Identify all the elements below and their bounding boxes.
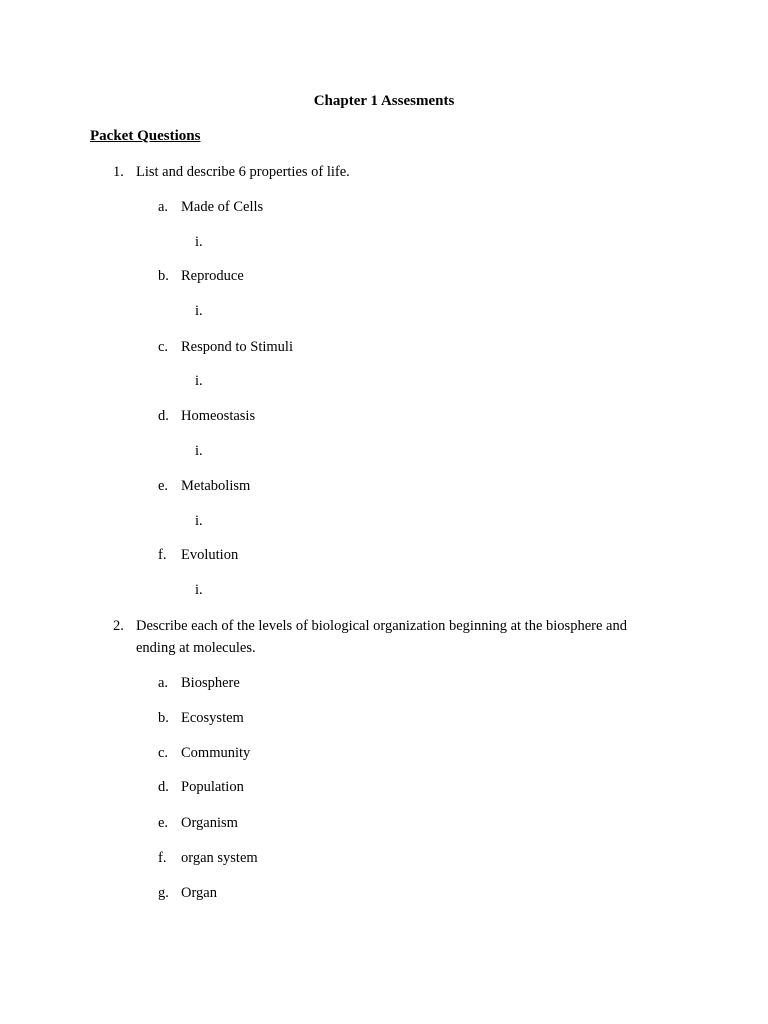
list-item-text: Evolution xyxy=(181,547,239,563)
list-marker: d. xyxy=(158,408,169,424)
question-number: 2. xyxy=(113,618,124,634)
list-item-text: Organism xyxy=(181,815,238,831)
roman-marker: i. xyxy=(195,234,203,250)
question-text: Describe each of the levels of biological organization beginning at the biosphere and xyxy=(136,618,627,634)
list-item-text: Biosphere xyxy=(181,675,240,691)
list-marker: f. xyxy=(158,850,167,866)
roman-marker: i. xyxy=(195,303,203,319)
list-marker: e. xyxy=(158,815,169,831)
list-marker: d. xyxy=(158,779,169,795)
list-item-text: Metabolism xyxy=(181,478,251,494)
list-item-text: Ecosystem xyxy=(181,710,244,726)
list-marker: a. xyxy=(158,675,169,691)
list-item-text: Organ xyxy=(181,885,217,901)
list-marker: g. xyxy=(158,885,169,901)
list-marker: b. xyxy=(158,710,169,726)
list-item-text: organ system xyxy=(181,850,258,866)
question-text-continued: ending at molecules. xyxy=(136,640,256,656)
list-marker: e. xyxy=(158,478,169,494)
roman-marker: i. xyxy=(195,582,203,598)
roman-marker: i. xyxy=(195,443,203,459)
list-item-text: Made of Cells xyxy=(181,199,264,215)
roman-marker: i. xyxy=(195,373,203,389)
list-marker: c. xyxy=(158,339,169,355)
question-number: 1. xyxy=(113,164,124,180)
question-text: List and describe 6 properties of life. xyxy=(136,164,350,180)
list-marker: a. xyxy=(158,199,169,215)
list-item-text: Respond to Stimuli xyxy=(181,339,293,355)
list-marker: f. xyxy=(158,547,167,563)
list-item-text: Population xyxy=(181,779,244,795)
list-marker: c. xyxy=(158,745,169,761)
roman-marker: i. xyxy=(195,513,203,529)
section-heading: Packet Questions xyxy=(90,128,201,144)
document-title: Chapter 1 Assesments xyxy=(313,93,455,109)
list-item-text: Community xyxy=(181,745,251,761)
list-item-text: Reproduce xyxy=(181,268,244,284)
list-item-text: Homeostasis xyxy=(181,408,256,424)
list-marker: b. xyxy=(158,268,169,284)
